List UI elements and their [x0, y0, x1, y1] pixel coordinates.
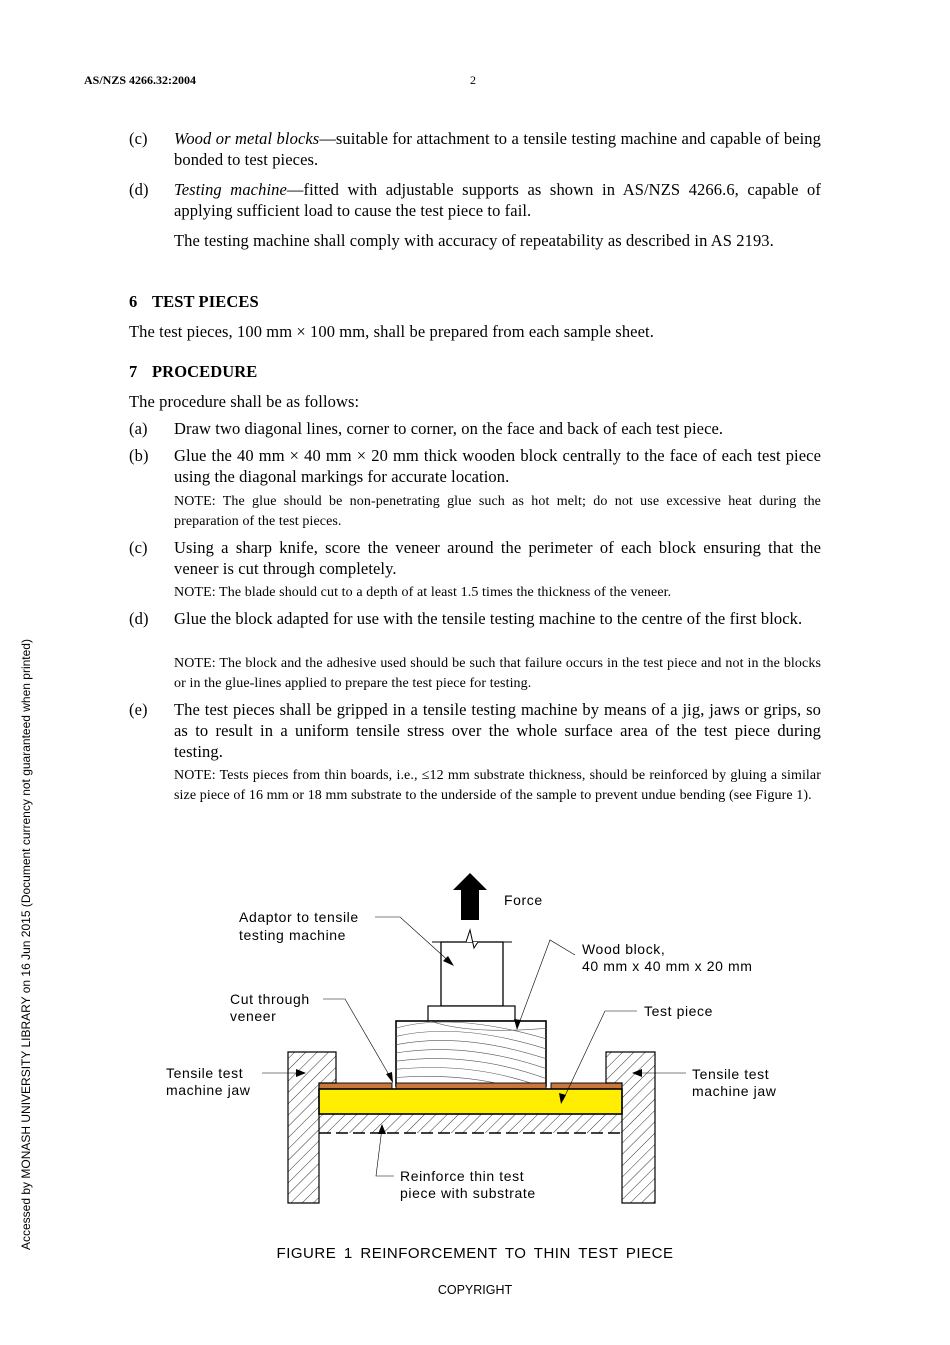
item-text: —fitted with adjustable supports as shown in AS/NZS 4266.6, capable of applying sufficient load to cause the test piece to fail. [174, 180, 821, 220]
force-arrow-icon [453, 873, 487, 920]
step-note: NOTE: The glue should be non-penetrating glue such as hot melt; do not use excessive heat during the preparation of the test pieces. [174, 494, 821, 529]
procedure-intro: The procedure shall be as follows: [129, 392, 360, 411]
step-label: (a) [129, 419, 148, 438]
step-note: NOTE: The block and the adhesive used should be such that failure occurs in the test piece and not in the blocks or in the glue-lines applied to prepare the test piece for testing. [174, 656, 821, 691]
arrowhead-cut-icon [386, 1072, 393, 1083]
step-text: Using a sharp knife, score the veneer around the perimeter of each block ensuring that the veneer is cut through completely. [174, 538, 821, 578]
apparatus-item-c [129, 128, 821, 170]
step-text: Glue the block adapted for use with the tensile testing machine to the centre of the first block. [174, 609, 803, 628]
step-label: (b) [129, 446, 149, 465]
label-jaw-left-line2: machine jaw [166, 1082, 251, 1098]
figure-caption: FIGURE 1 REINFORCEMENT TO THIN TEST PIECE [276, 1245, 674, 1262]
veneer-right [551, 1083, 622, 1089]
step-label: (c) [129, 538, 148, 557]
section-title: TEST PIECES [152, 292, 259, 311]
apparatus-paragraph: The testing machine shall comply with accuracy of repeatability as described in AS 2193. [174, 231, 774, 250]
figure-1-diagram [0, 860, 950, 1220]
label-reinforce-line2: piece with substrate [400, 1185, 536, 1201]
label-adaptor-line2: testing machine [239, 927, 347, 943]
item-label: (d) [129, 180, 149, 199]
step-text: Draw two diagonal lines, corner to corner, on the face and back of each test piece. [174, 419, 724, 438]
label-adaptor-line1: Adaptor to tensile [239, 909, 359, 925]
section-title: PROCEDURE [152, 362, 258, 381]
section-heading-7 [129, 361, 257, 382]
step-note: NOTE: The blade should cut to a depth of at least 1.5 times the thickness of the veneer. [174, 585, 672, 600]
label-jaw-right-line1: Tensile test [692, 1066, 770, 1082]
label-reinforce-line1: Reinforce thin test [400, 1168, 525, 1184]
item-term: Wood or metal blocks [174, 129, 320, 148]
section-number: 7 [129, 362, 138, 381]
section-number: 6 [129, 292, 138, 311]
copyright-footer: COPYRIGHT [437, 1283, 513, 1297]
page-number: 2 [470, 73, 476, 87]
leader-reinforce [376, 1128, 394, 1176]
item-text: —suitable for attachment to a tensile testing machine and capable of being bonded to test pieces. [174, 129, 821, 169]
item-label: (c) [129, 129, 148, 148]
item-term: Testing machine [174, 180, 287, 199]
adaptor-base [428, 1006, 515, 1021]
step-text: The test pieces shall be gripped in a tensile testing machine by means of a jig, jaws or grips, so as to result in a uniform tensile stress over the whole surface area of the test piece during testing. [174, 700, 821, 761]
leader-wood-block [518, 940, 575, 1026]
veneer-center [396, 1083, 546, 1089]
label-force: Force [504, 892, 543, 908]
adaptor-block [441, 942, 503, 1006]
procedure-step-d [129, 608, 821, 629]
access-watermark: Accessed by MONASH UNIVERSITY LIBRARY on 16 Jun 2015 (Document currency not guaranteed when printed) [19, 639, 33, 1250]
label-jaw-left-line1: Tensile test [166, 1065, 244, 1081]
label-wood-block-line2: 40 mm x 40 mm x 20 mm [582, 958, 753, 974]
veneer-left [319, 1083, 392, 1089]
section6-text: The test pieces, 100 mm × 100 mm, shall be prepared from each sample sheet. [129, 322, 654, 341]
step-label: (d) [129, 609, 149, 628]
reinforcing-substrate [319, 1114, 622, 1133]
section-heading-6 [129, 291, 259, 312]
label-jaw-right-line2: machine jaw [692, 1083, 777, 1099]
test-piece [319, 1089, 622, 1114]
label-test-piece: Test piece [644, 1003, 714, 1019]
label-cut-line1: Cut through [230, 991, 310, 1007]
label-wood-block-line1: Wood block, [582, 941, 666, 957]
step-note: NOTE: Tests pieces from thin boards, i.e., ≤12 mm substrate thickness, should be reinforced by gluing a similar size piece of 16 mm or 18 mm substrate to the underside of the sample to prevent undue bending (see Figure 1). [174, 768, 821, 803]
apparatus-item-d [129, 179, 821, 221]
procedure-step-e [129, 699, 821, 762]
procedure-step-a [129, 418, 821, 439]
document-id: AS/NZS 4266.32:2004 [84, 73, 197, 87]
label-cut-line2: veneer [230, 1008, 277, 1024]
procedure-step-b [129, 445, 821, 487]
step-label: (e) [129, 700, 148, 719]
procedure-step-c [129, 537, 821, 579]
step-text: Glue the 40 mm × 40 mm × 20 mm thick wooden block centrally to the face of each test piece using the diagonal markings for accurate location. [174, 446, 821, 486]
